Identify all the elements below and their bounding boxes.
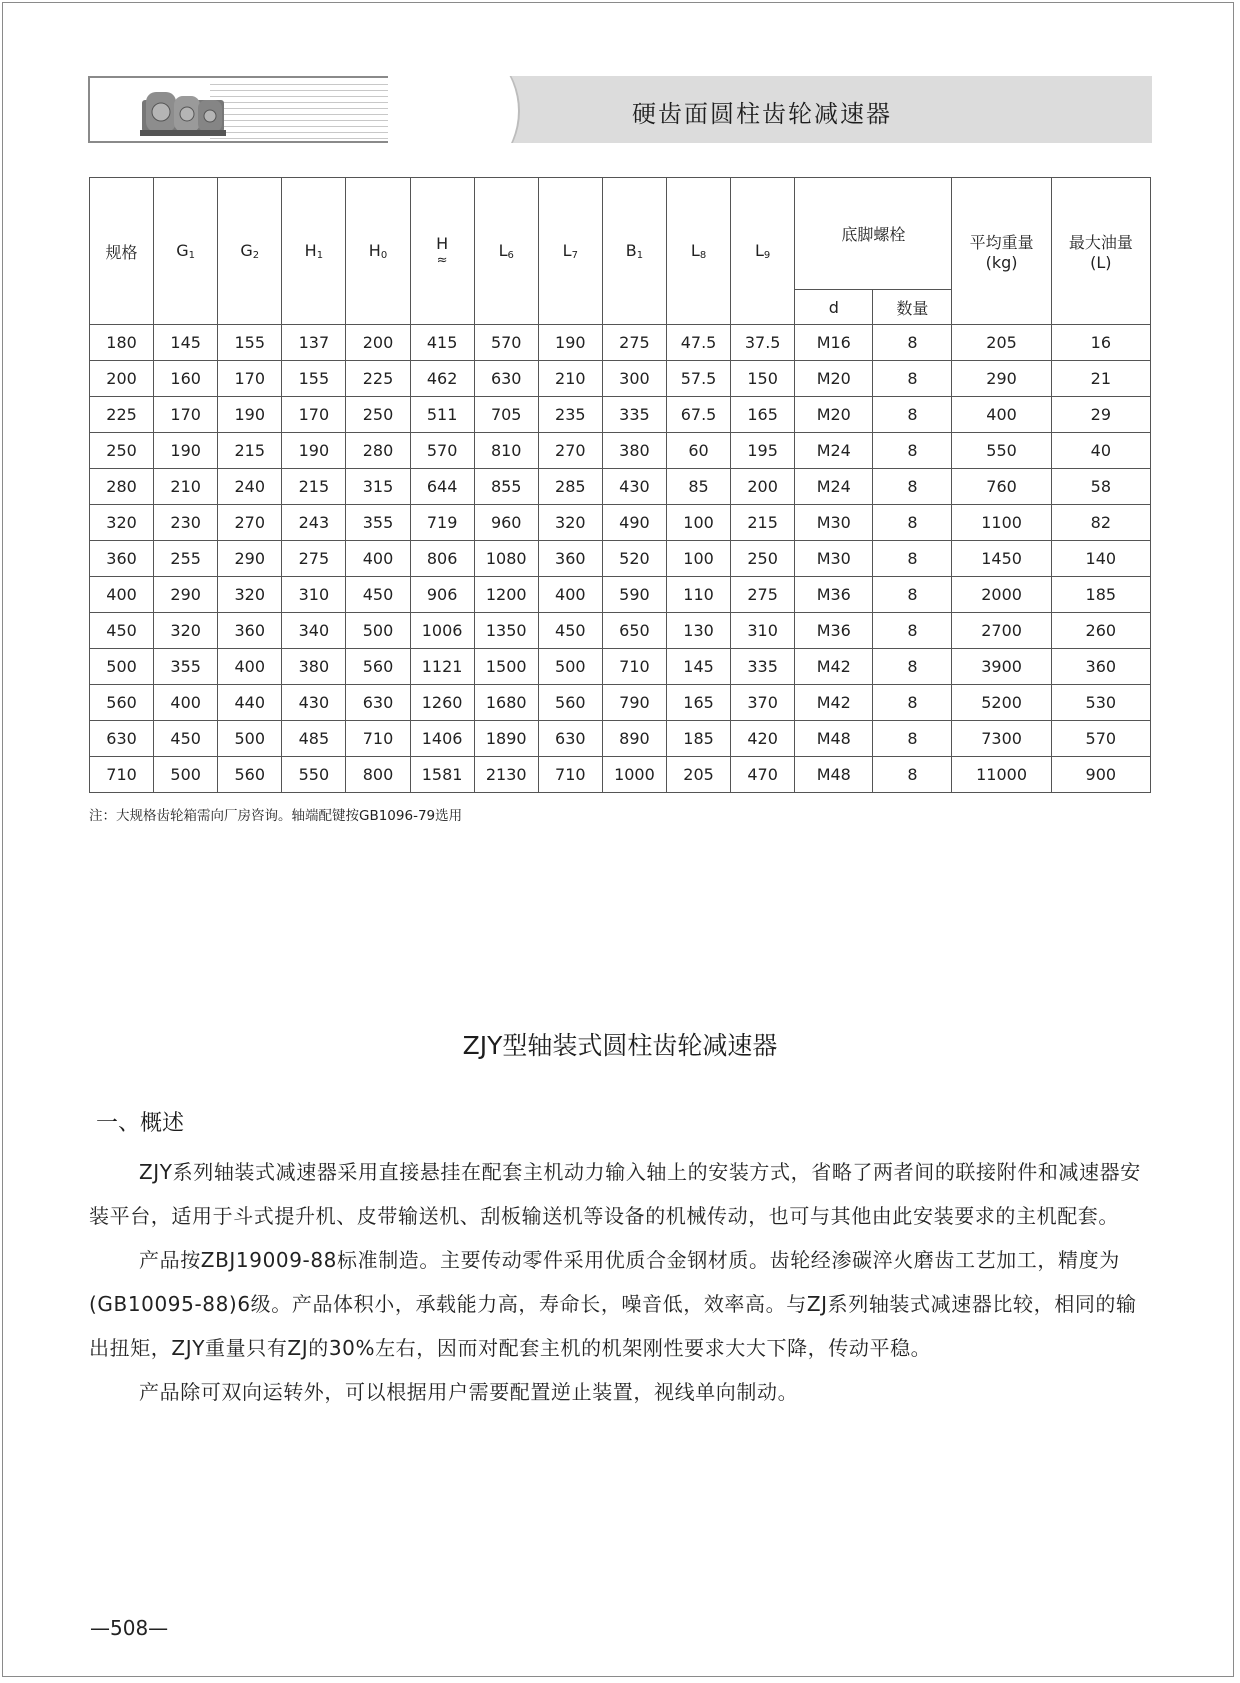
table-cell: 650 <box>602 613 666 649</box>
header-bolt-qty: 数量 <box>873 290 952 325</box>
paragraph: 产品除可双向运转外，可以根据用户需要配置逆止装置，视线单向制动。 <box>139 1380 799 1404</box>
table-cell: 644 <box>410 469 474 505</box>
table-cell: 705 <box>474 397 538 433</box>
table-cell: 570 <box>410 433 474 469</box>
table-cell: 275 <box>282 541 346 577</box>
table-cell: 440 <box>218 685 282 721</box>
table-cell: 250 <box>346 397 410 433</box>
table-cell: 570 <box>474 325 538 361</box>
table-cell: 3900 <box>952 649 1051 685</box>
table-cell: 270 <box>538 433 602 469</box>
table-row <box>90 721 1151 757</box>
table-cell: 370 <box>731 685 795 721</box>
table-cell: 810 <box>474 433 538 469</box>
table-cell: 710 <box>346 721 410 757</box>
table-cell: 315 <box>346 469 410 505</box>
table-cell: 2000 <box>952 577 1051 613</box>
banner-image-panel <box>88 76 418 143</box>
table-cell: M36 <box>795 577 873 613</box>
table-cell: 800 <box>346 757 410 793</box>
table-cell: 275 <box>602 325 666 361</box>
table-cell: 1500 <box>474 649 538 685</box>
table-cell: 29 <box>1051 397 1150 433</box>
table-cell: 335 <box>731 649 795 685</box>
section-subheading: 一、概述 <box>96 1111 185 1136</box>
table-cell: 137 <box>282 325 346 361</box>
table-cell: 400 <box>154 685 218 721</box>
table-cell: 360 <box>1051 649 1150 685</box>
table-cell: 215 <box>731 505 795 541</box>
table-cell: 200 <box>346 325 410 361</box>
table-cell: 185 <box>666 721 730 757</box>
table-cell: 1000 <box>602 757 666 793</box>
table-cell: 360 <box>538 541 602 577</box>
table-cell: 215 <box>282 469 346 505</box>
table-cell: 215 <box>218 433 282 469</box>
table-cell: 450 <box>346 577 410 613</box>
table-cell: 630 <box>346 685 410 721</box>
header-l8: $L_8$ <box>666 178 730 325</box>
table-cell: 500 <box>538 649 602 685</box>
table-cell: 400 <box>90 577 154 613</box>
table-cell: 160 <box>154 361 218 397</box>
table-cell: 511 <box>410 397 474 433</box>
table-cell: 550 <box>952 433 1051 469</box>
section-title: ZJY型轴装式圆柱齿轮减速器 <box>462 1031 778 1060</box>
table-cell: 8 <box>873 541 952 577</box>
paragraph: ZJY系列轴装式减速器采用直接悬挂在配套主机动力输入轴上的安装方式，省略了两者间的联接附件和减速器安装平台，适用于斗式提升机、皮带输送机、刮板输送机等设备的机械传动，也可与其他由此安装要求的主机配套。 <box>89 1160 1141 1228</box>
table-cell: 1080 <box>474 541 538 577</box>
header-l9: $L_9$ <box>731 178 795 325</box>
table-cell: 290 <box>952 361 1051 397</box>
table-cell: 190 <box>154 433 218 469</box>
header-foot-bolt: 底脚螺栓 <box>795 178 952 290</box>
table-cell: 82 <box>1051 505 1150 541</box>
table-cell: 430 <box>602 469 666 505</box>
table-cell: 1006 <box>410 613 474 649</box>
table-cell: 360 <box>90 541 154 577</box>
header-title: 硬齿面圆柱齿轮减速器 <box>632 100 892 128</box>
table-cell: 8 <box>873 757 952 793</box>
table-row <box>90 397 1151 433</box>
table-cell: 205 <box>952 325 1051 361</box>
table-cell: 530 <box>1051 685 1150 721</box>
table-cell: M48 <box>795 721 873 757</box>
table-cell: 8 <box>873 325 952 361</box>
table-cell: 500 <box>154 757 218 793</box>
table-cell: 8 <box>873 721 952 757</box>
table-cell: 520 <box>602 541 666 577</box>
table-cell: 8 <box>873 577 952 613</box>
table-row <box>90 361 1151 397</box>
table-cell: 58 <box>1051 469 1150 505</box>
table-cell: 200 <box>90 361 154 397</box>
table-cell: 1260 <box>410 685 474 721</box>
table-cell: 170 <box>282 397 346 433</box>
table-cell: 380 <box>282 649 346 685</box>
table-cell: M48 <box>795 757 873 793</box>
table-cell: 8 <box>873 397 952 433</box>
table-cell: 320 <box>154 613 218 649</box>
table-cell: 1121 <box>410 649 474 685</box>
header-oil: 最大油量 (L) <box>1051 178 1150 325</box>
spec-table-body <box>90 325 1151 793</box>
table-cell: 2130 <box>474 757 538 793</box>
header-weight: 平均重量 (kg) <box>952 178 1051 325</box>
table-cell: M20 <box>795 361 873 397</box>
table-cell: 500 <box>90 649 154 685</box>
table-cell: 16 <box>1051 325 1150 361</box>
table-cell: 8 <box>873 469 952 505</box>
table-cell: 85 <box>666 469 730 505</box>
table-cell: 335 <box>602 397 666 433</box>
table-cell: 710 <box>90 757 154 793</box>
table-cell: 1350 <box>474 613 538 649</box>
table-cell: 355 <box>154 649 218 685</box>
table-cell: 719 <box>410 505 474 541</box>
header-l7: $L_7$ <box>538 178 602 325</box>
table-cell: 320 <box>90 505 154 541</box>
table-cell: 1890 <box>474 721 538 757</box>
table-cell: 400 <box>538 577 602 613</box>
table-cell: 67.5 <box>666 397 730 433</box>
table-row <box>90 757 1151 793</box>
table-cell: 1200 <box>474 577 538 613</box>
table-cell: 170 <box>218 361 282 397</box>
table-cell: 47.5 <box>666 325 730 361</box>
spec-table <box>89 177 1151 793</box>
table-cell: 430 <box>282 685 346 721</box>
table-cell: 380 <box>602 433 666 469</box>
table-cell: 145 <box>154 325 218 361</box>
table-cell: 470 <box>731 757 795 793</box>
table-cell: 890 <box>602 721 666 757</box>
table-cell: 280 <box>90 469 154 505</box>
table-cell: 190 <box>538 325 602 361</box>
header-spec: 规格 <box>90 178 154 325</box>
header-b1: $B_1$ <box>602 178 666 325</box>
table-cell: 560 <box>538 685 602 721</box>
table-cell: 420 <box>731 721 795 757</box>
table-row <box>90 325 1151 361</box>
table-cell: 450 <box>90 613 154 649</box>
table-cell: 806 <box>410 541 474 577</box>
table-cell: 560 <box>346 649 410 685</box>
table-cell: 360 <box>218 613 282 649</box>
table-cell: 110 <box>666 577 730 613</box>
table-row <box>90 577 1151 613</box>
table-row <box>90 541 1151 577</box>
header-banner <box>88 76 1152 143</box>
table-cell: 1680 <box>474 685 538 721</box>
table-cell: 560 <box>218 757 282 793</box>
table-cell: 906 <box>410 577 474 613</box>
table-cell: 2700 <box>952 613 1051 649</box>
paragraph: 产品按ZBJ19009-88标准制造。主要传动零件采用优质合金钢材质。齿轮经渗碳淬火磨齿工艺加工，精度为(GB10095-88)6级。产品体积小，承载能力高，寿命长，噪音低，效率高。与ZJ系列轴装式减速器比较，相同的输出扭矩，ZJY重量只有ZJ的30%左右，因而对配套主机的机架刚性要求大大下降，传动平稳。 <box>89 1248 1137 1360</box>
table-cell: 250 <box>731 541 795 577</box>
table-cell: 630 <box>90 721 154 757</box>
table-cell: M42 <box>795 649 873 685</box>
table-cell: 340 <box>282 613 346 649</box>
table-cell: 300 <box>602 361 666 397</box>
table-row <box>90 685 1151 721</box>
header-l6: $L_6$ <box>474 178 538 325</box>
table-cell: 1406 <box>410 721 474 757</box>
table-cell: 165 <box>666 685 730 721</box>
page-number: —508— <box>90 1616 169 1640</box>
table-cell: 1100 <box>952 505 1051 541</box>
table-cell: 450 <box>154 721 218 757</box>
table-cell: 490 <box>602 505 666 541</box>
table-note: 注：大规格齿轮箱需向厂房咨询。轴端配键按GB1096-79选用 <box>89 808 463 824</box>
table-cell: M24 <box>795 433 873 469</box>
table-cell: 145 <box>666 649 730 685</box>
table-cell: 275 <box>731 577 795 613</box>
table-cell: 130 <box>666 613 730 649</box>
table-cell: 205 <box>666 757 730 793</box>
table-cell: 500 <box>218 721 282 757</box>
table-cell: 310 <box>282 577 346 613</box>
table-cell: 560 <box>90 685 154 721</box>
table-cell: 210 <box>538 361 602 397</box>
table-cell: 960 <box>474 505 538 541</box>
table-cell: 150 <box>731 361 795 397</box>
table-cell: 100 <box>666 505 730 541</box>
table-cell: 8 <box>873 433 952 469</box>
table-cell: 285 <box>538 469 602 505</box>
table-cell: 710 <box>538 757 602 793</box>
table-cell: 1450 <box>952 541 1051 577</box>
table-cell: 900 <box>1051 757 1150 793</box>
table-cell: 170 <box>154 397 218 433</box>
table-cell: 190 <box>218 397 282 433</box>
table-cell: 5200 <box>952 685 1051 721</box>
table-cell: 790 <box>602 685 666 721</box>
header-h-approx: H ≈ <box>410 178 474 325</box>
header-bolt-d: d <box>795 290 873 325</box>
table-cell: 225 <box>90 397 154 433</box>
table-cell: 415 <box>410 325 474 361</box>
table-cell: 630 <box>538 721 602 757</box>
table-cell: M24 <box>795 469 873 505</box>
table-cell: M30 <box>795 541 873 577</box>
table-cell: 760 <box>952 469 1051 505</box>
header-h1: $H_1$ <box>282 178 346 325</box>
table-cell: 320 <box>218 577 282 613</box>
table-cell: 37.5 <box>731 325 795 361</box>
table-cell: 485 <box>282 721 346 757</box>
table-cell: M20 <box>795 397 873 433</box>
table-cell: 8 <box>873 505 952 541</box>
table-cell: 710 <box>602 649 666 685</box>
table-cell: 11000 <box>952 757 1051 793</box>
table-cell: 630 <box>474 361 538 397</box>
section-body <box>89 1150 1151 1414</box>
table-cell: 310 <box>731 613 795 649</box>
table-cell: 180 <box>90 325 154 361</box>
table-cell: 190 <box>282 433 346 469</box>
table-cell: 8 <box>873 613 952 649</box>
table-cell: 230 <box>154 505 218 541</box>
table-row <box>90 505 1151 541</box>
table-cell: 450 <box>538 613 602 649</box>
table-cell: 1581 <box>410 757 474 793</box>
header-h0: $H_0$ <box>346 178 410 325</box>
table-cell: 140 <box>1051 541 1150 577</box>
table-cell: 290 <box>218 541 282 577</box>
table-cell: 240 <box>218 469 282 505</box>
table-cell: 8 <box>873 649 952 685</box>
table-cell: 400 <box>952 397 1051 433</box>
table-cell: 155 <box>282 361 346 397</box>
table-cell: M30 <box>795 505 873 541</box>
table-cell: 235 <box>538 397 602 433</box>
table-cell: 250 <box>90 433 154 469</box>
table-cell: 155 <box>218 325 282 361</box>
banner-curve <box>388 76 520 143</box>
table-cell: 280 <box>346 433 410 469</box>
table-cell: 550 <box>282 757 346 793</box>
table-row <box>90 433 1151 469</box>
table-cell: 500 <box>346 613 410 649</box>
table-cell: 40 <box>1051 433 1150 469</box>
table-row <box>90 613 1151 649</box>
table-cell: 100 <box>666 541 730 577</box>
table-cell: 462 <box>410 361 474 397</box>
table-cell: 210 <box>154 469 218 505</box>
table-cell: 195 <box>731 433 795 469</box>
table-cell: 165 <box>731 397 795 433</box>
table-cell: 185 <box>1051 577 1150 613</box>
table-cell: 8 <box>873 361 952 397</box>
table-row <box>90 649 1151 685</box>
table-cell: 255 <box>154 541 218 577</box>
table-cell: 8 <box>873 685 952 721</box>
table-cell: 270 <box>218 505 282 541</box>
table-cell: 355 <box>346 505 410 541</box>
gearbox-icon <box>138 86 228 138</box>
table-row <box>90 469 1151 505</box>
table-cell: 290 <box>154 577 218 613</box>
table-cell: 21 <box>1051 361 1150 397</box>
table-cell: 400 <box>346 541 410 577</box>
table-cell: 57.5 <box>666 361 730 397</box>
table-cell: 260 <box>1051 613 1150 649</box>
table-cell: 590 <box>602 577 666 613</box>
table-cell: 225 <box>346 361 410 397</box>
table-cell: 570 <box>1051 721 1150 757</box>
header-g1: $G_1$ <box>154 178 218 325</box>
table-cell: 7300 <box>952 721 1051 757</box>
table-cell: 320 <box>538 505 602 541</box>
table-cell: 243 <box>282 505 346 541</box>
table-cell: 400 <box>218 649 282 685</box>
table-cell: 855 <box>474 469 538 505</box>
table-cell: M16 <box>795 325 873 361</box>
table-cell: M42 <box>795 685 873 721</box>
table-cell: 200 <box>731 469 795 505</box>
table-cell: 60 <box>666 433 730 469</box>
header-g2: $G_2$ <box>218 178 282 325</box>
table-cell: M36 <box>795 613 873 649</box>
